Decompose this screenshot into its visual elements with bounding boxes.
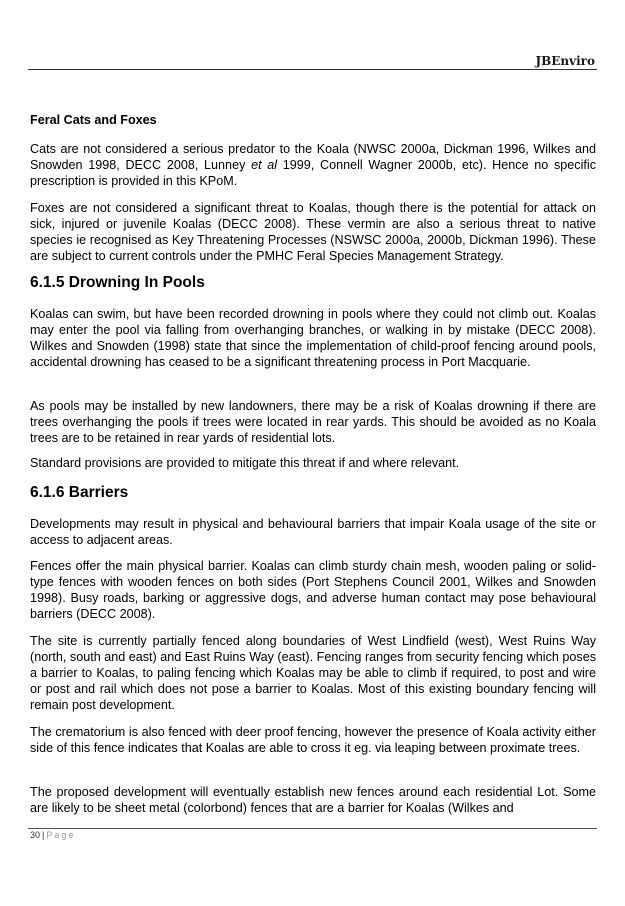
paragraph-foxes: Foxes are not considered a significant threat to Koalas, though there is the potential for attack on sick, injured or juvenile Koalas (DECC 2008). These vermin are also a serious threat to native species ie recognised as Key Threatening Processes (NSWSC 2000a, 2000b, Dickman 1996). These are subject to current controls under the PMHC Feral Species Management Strategy. [30,201,596,263]
footer-separator: | [42,830,45,840]
page-label: Page [46,830,76,840]
heading-barriers: 6.1.6 Barriers [30,484,129,501]
paragraph-cats-italic: et al [251,158,278,172]
paragraph-cats [30,141,596,189]
paragraph-cats-text-end: 1999, Connell Wagner 2000b, etc). Hence no specific prescription is provided in this KPoM. [30,158,596,188]
footer-rule [28,828,597,829]
header-rule [28,69,597,70]
paragraph-drowning-2: As pools may be installed by new landowners, there may be a risk of Koalas drowning if there are trees overhanging the pools if trees were located in rear yards. This should be avoided as no Koala trees are to be retained in rear yards of residential lots. [30,399,596,445]
paragraph-barriers-5: The proposed development will eventually establish new fences around each residential Lot. Some are likely to be sheet metal (colorbond) fences that are a barrier for Koalas (Wilkes and [30,785,596,815]
paragraph-drowning-3: Standard provisions are provided to mitigate this threat if and where relevant. [30,456,460,470]
heading-feral-cats-foxes: Feral Cats and Foxes [30,113,157,127]
paragraph-cats-text: Cats are not considered a serious predator to the Koala (NWSC 2000a, Dickman 1996, Wilkes and Snowden 1998, DECC 2008, Lunney [30,142,596,172]
page-footer [30,830,75,840]
heading-drowning-in-pools: 6.1.5 Drowning In Pools [30,274,205,291]
page-number: 30 [30,830,41,840]
paragraph-drowning-1: Koalas can swim, but have been recorded drowning in pools where they could not climb out. Koalas may enter the pool via falling from overhanging branches, or walking in by mistake (DECC 2008). Wilkes and Snowden (1998) state that since the implementation of child-proof fencing around pools, accidental drowning has ceased to be a significant threatening process in Port Macquarie. [30,307,596,369]
header-brand: JBEnviro [535,54,595,68]
paragraph-barriers-4: The crematorium is also fenced with deer proof fencing, however the presence of Koala activity either side of this fence indicates that Koalas are able to cross it eg. via leaping between proximate trees. [30,725,596,755]
paragraph-barriers-3: The site is currently partially fenced along boundaries of West Lindfield (west), West Ruins Way (north, south and east) and East Ruins Way (east). Fencing ranges from security fencing which poses a barrier to Koalas, to paling fencing which Koalas may be able to climb if required, to post and wire or post and rail which does not pose a barrier to Koalas. Most of this existing boundary fencing will remain post development. [30,634,596,712]
paragraph-barriers-1: Developments may result in physical and behavioural barriers that impair Koala usage of the site or access to adjacent areas. [30,517,596,547]
paragraph-barriers-2: Fences offer the main physical barrier. Koalas can climb sturdy chain mesh, wooden paling or solid-type fences with wooden fences on both sides (Port Stephens Council 2001, Wilkes and Snowden 1998). Busy roads, barking or aggressive dogs, and adverse human contact may pose behavioural barriers (DECC 2008). [30,559,596,621]
